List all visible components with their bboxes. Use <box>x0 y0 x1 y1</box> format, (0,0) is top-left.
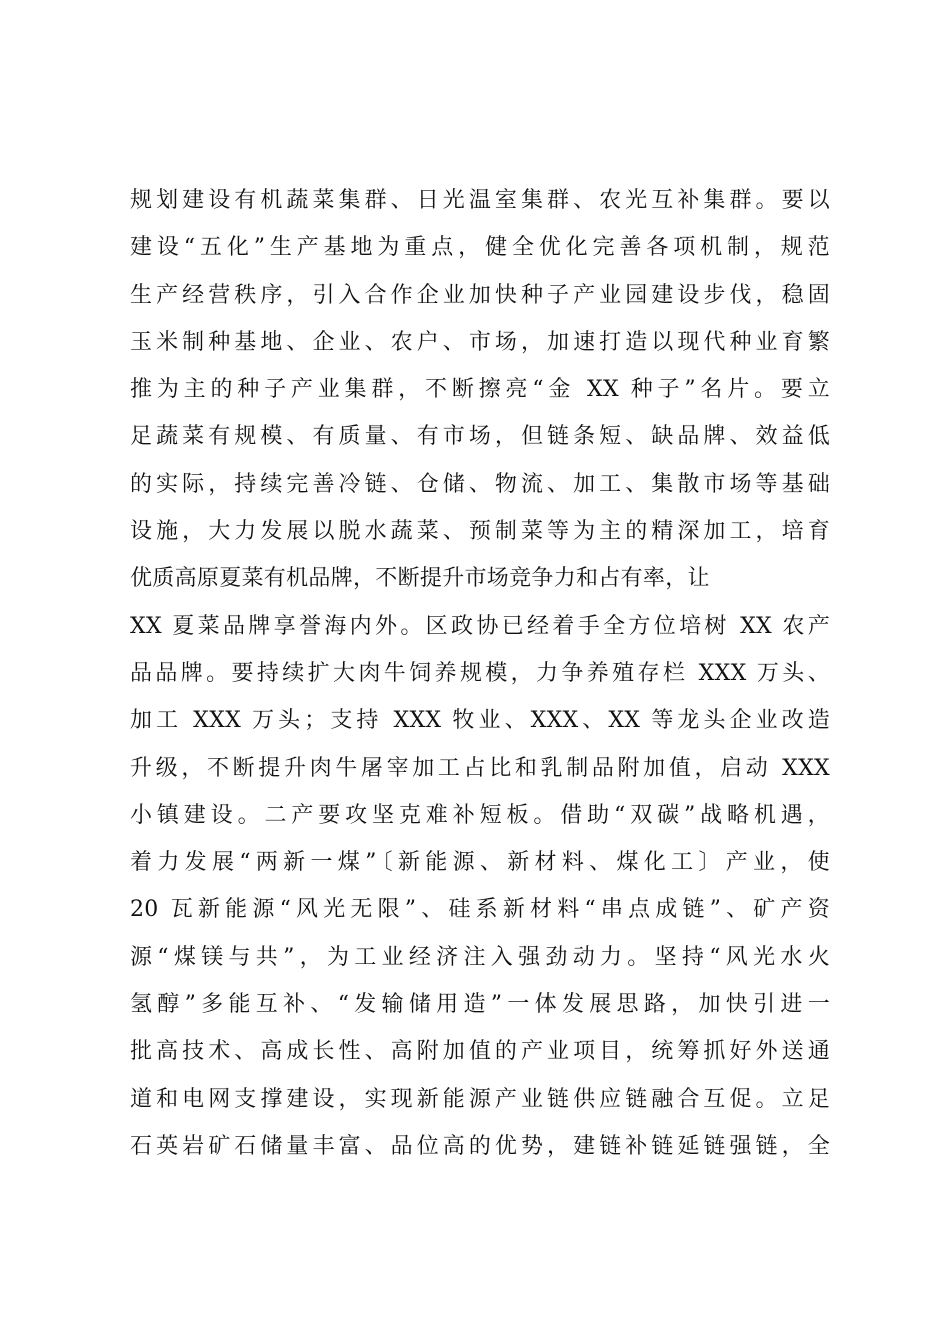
text-line: 玉米制种基地、企业、农户、市场，加速打造以现代种业育繁 <box>130 329 830 355</box>
text-line: 建设“五化”生产基地为重点，健全优化完善各项机制，规范 <box>130 235 830 261</box>
text-line: 推为主的种子产业集群，不断擦亮“金 XX 种子”名片。要立 <box>130 377 830 403</box>
text-line: 优质高原夏菜有机品牌，不断提升市场竞争力和占有率，让 <box>130 566 710 592</box>
text-line: 道和电网支撑建设，实现新能源产业链供应链融合互促。立足 <box>130 1086 830 1112</box>
text-line: XX 夏菜品牌享誉海内外。区政协已经着手全方位培树 XX 农产 <box>130 613 830 639</box>
text-line: 设施，大力发展以脱水蔬菜、预制菜等为主的精深加工，培育 <box>130 519 830 545</box>
text-line: 的实际，持续完善冷链、仓储、物流、加工、集散市场等基础 <box>130 471 830 497</box>
text-line: 生产经营秩序，引入合作企业加快种子产业园建设步伐，稳固 <box>130 282 830 308</box>
text-line: 石英岩矿石储量丰富、品位高的优势，建链补链延链强链，全 <box>130 1133 830 1159</box>
text-line: 氢醇”多能互补、“发输储用造”一体发展思路，加快引进一 <box>130 992 830 1018</box>
text-line: 批高技术、高成长性、高附加值的产业项目，统筹抓好外送通 <box>130 1039 830 1065</box>
text-line: 规划建设有机蔬菜集群、日光温室集群、农光互补集群。要以 <box>130 188 830 213</box>
text-line: 加工 XXX 万头；支持 XXX 牧业、XXX、XX 等龙头企业改造 <box>130 708 830 734</box>
text-line: 品品牌。要持续扩大肉牛饲养规模，力争养殖存栏 XXX 万头、 <box>130 660 830 686</box>
text-line: 源“煤镁与共”，为工业经济注入强劲动力。坚持“风光水火 <box>130 944 830 970</box>
text-line: 小镇建设。二产要攻坚克难补短板。借助“双碳”战略机遇， <box>130 802 830 828</box>
text-line: 着力发展“两新一煤”〔新能源、新材料、煤化工〕产业，使 <box>130 850 830 876</box>
text-line: 20 瓦新能源“风光无限”、硅系新材料“串点成链”、矿产资 <box>130 897 830 923</box>
text-line: 足蔬菜有规模、有质量、有市场，但链条短、缺品牌、效益低 <box>130 424 830 450</box>
body-paragraph <box>130 181 830 1174</box>
text-line: 升级，不断提升肉牛屠宰加工占比和乳制品附加值，启动 XXX <box>130 755 830 781</box>
